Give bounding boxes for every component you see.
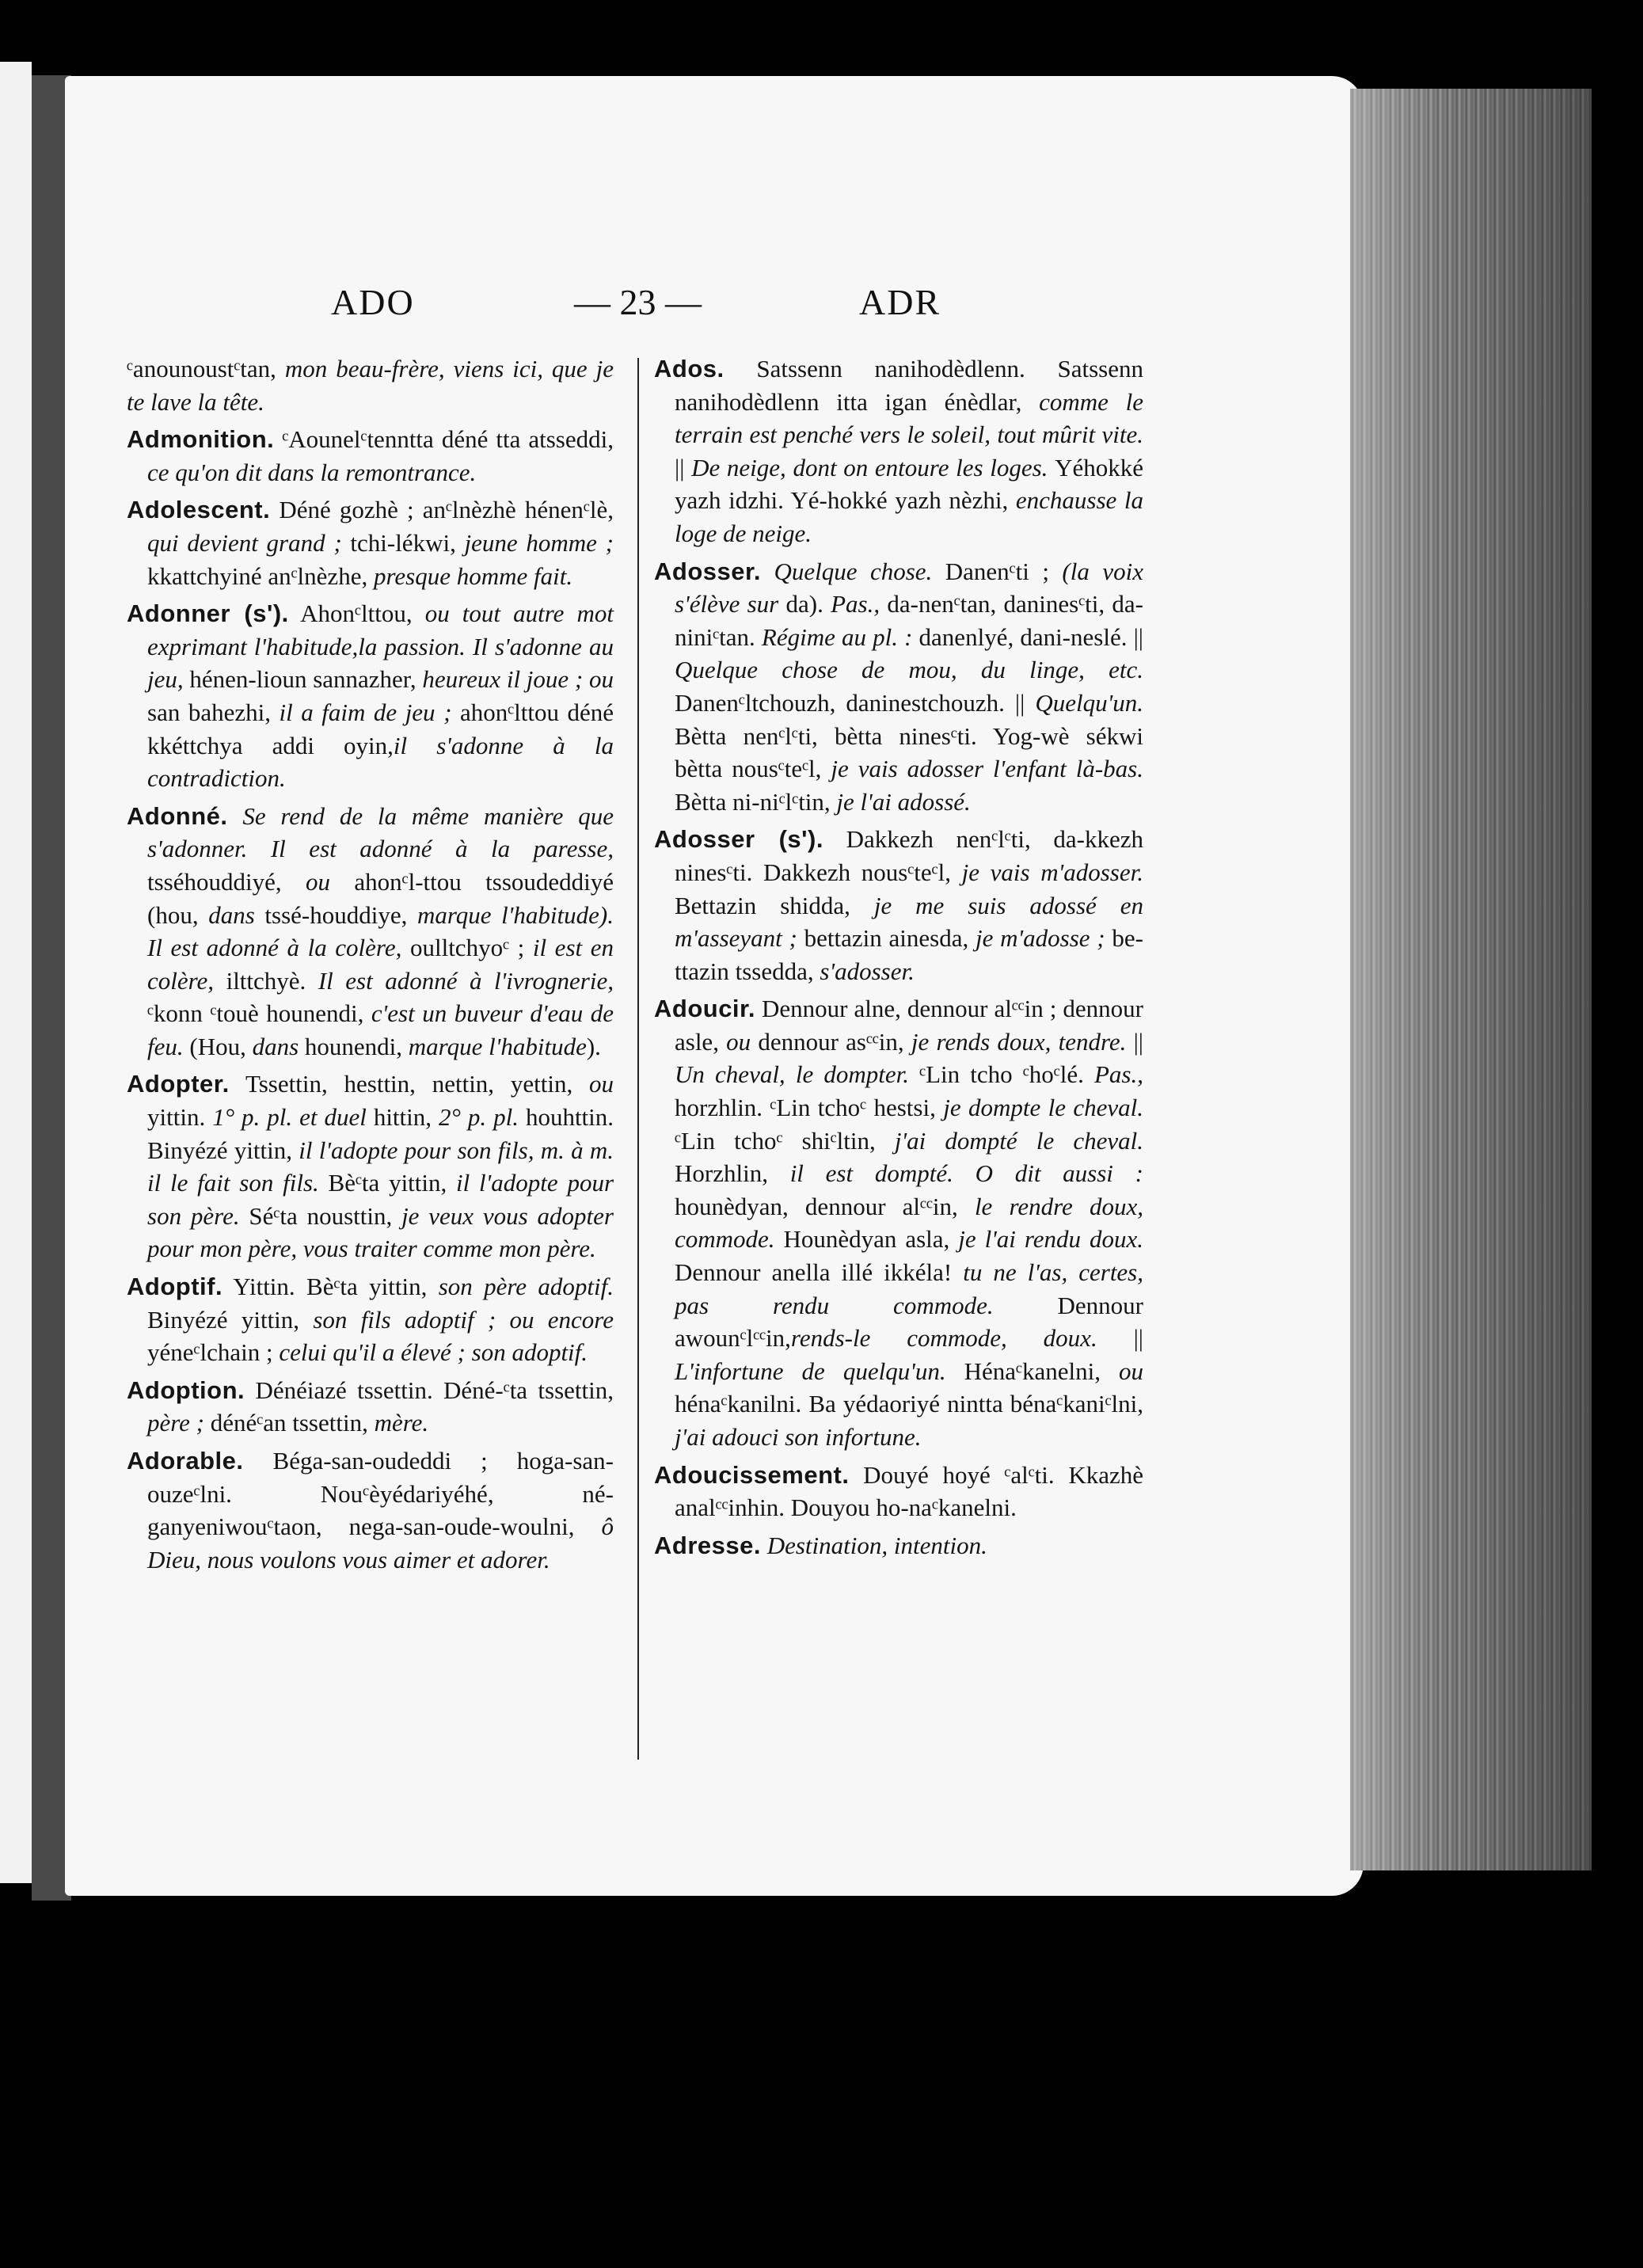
native-text: tssé-houddiye, xyxy=(264,900,417,929)
native-text: tchi-lékwi, xyxy=(350,528,465,557)
native-text: Dakkezh nenᶜlᶜti, da-kkezh ninesᶜti. Dakkezh nousᶜteᶜl, xyxy=(675,825,1143,886)
native-text: Douyé hoyé ᶜalᶜti. Kkazhè analᶜᶜinhin. Douyou ho-naᶜkanelni. xyxy=(675,1460,1143,1522)
french-gloss: presque homme fait. xyxy=(373,561,573,590)
french-gloss: ou tout autre mot exprimant l'habitude,la passion. Il s'adonne au jeu, xyxy=(147,599,614,694)
running-header xyxy=(127,281,1283,329)
right-column xyxy=(654,352,1143,1566)
header-left-guideword: ADO xyxy=(331,282,415,322)
native-text: Dennour alne, dennour alᶜᶜin ; dennour asle, xyxy=(675,995,1143,1056)
native-text: ahonᶜl-ttou tssoudeddiyé (hou, xyxy=(147,867,614,929)
native-text: hittin, xyxy=(373,1103,439,1132)
french-gloss: son fils adoptif ; ou encore xyxy=(313,1305,614,1334)
french-gloss: ce qu'on dit dans la remontrance. xyxy=(147,458,477,486)
native-text: dénéᶜan tssettin, xyxy=(210,1409,375,1437)
dictionary-entry xyxy=(127,597,614,795)
french-gloss: je rends doux, tendre. xyxy=(911,1027,1134,1056)
french-gloss: Quelque chose. xyxy=(760,557,945,585)
native-text: Ahonᶜlttou, xyxy=(288,599,425,628)
french-gloss: ou xyxy=(306,867,355,896)
entry-headword: Adorable. xyxy=(127,1447,244,1475)
entry-headword: Adolescent. xyxy=(127,496,271,524)
french-gloss: heureux il joue ; ou xyxy=(422,665,614,694)
dictionary-entry xyxy=(654,1529,1143,1562)
left-page-edge xyxy=(0,62,32,1883)
french-gloss: je veux vous adopter pour mon père, vous traiter comme mon père. xyxy=(147,1201,614,1263)
french-gloss: je l'ai rendu doux. xyxy=(958,1225,1143,1254)
native-text: oulltchyoᶜ ; xyxy=(409,934,533,962)
native-text: da). xyxy=(785,590,831,618)
native-text: || xyxy=(1133,1324,1143,1353)
entry-headword: Adonné. xyxy=(127,801,228,830)
french-gloss: je vais m'adosser. xyxy=(961,858,1144,886)
french-gloss: ou xyxy=(726,1027,759,1056)
native-text: Dennour awounᶜlᶜᶜin, xyxy=(675,1291,1143,1353)
native-text: san bahezhi, xyxy=(147,698,280,726)
native-text: Hounèdyan asla, xyxy=(783,1225,959,1254)
native-text: Dénéiazé tssettin. Déné-ᶜta tssettin, xyxy=(245,1376,614,1404)
native-text: Déné gozhè ; anᶜlnèzhè hénenᶜlè, xyxy=(270,496,614,524)
french-gloss: Régime au pl. : xyxy=(761,622,919,651)
french-gloss: tu ne l'as, certes, pas rendu commode. xyxy=(675,1258,1143,1319)
french-gloss: dans xyxy=(252,1032,305,1060)
native-text: bettazin ainesda, xyxy=(804,924,976,953)
left-column xyxy=(127,352,614,1581)
native-text: Danenᶜltchouzh, daninestchouzh. || xyxy=(675,688,1036,717)
dictionary-entry xyxy=(127,1067,614,1265)
native-text: dennour asᶜᶜin, xyxy=(758,1027,911,1056)
native-text: ᶜLin tchoᶜ shiᶜltin, xyxy=(675,1126,895,1155)
dictionary-entry xyxy=(127,1374,614,1440)
dictionary-entry xyxy=(654,1459,1143,1524)
native-text: Yéhokké yazh idzhi. Yé-hokké yazh nèzhi, xyxy=(675,453,1143,515)
french-gloss: 2° p. pl. xyxy=(439,1103,526,1132)
native-text: hounendi, xyxy=(304,1032,409,1060)
french-gloss: je me suis adossé en m'asseyant ; xyxy=(675,891,1144,953)
native-text: Danenᶜti ; xyxy=(945,557,1063,585)
french-gloss: Quelqu'un. xyxy=(1035,688,1143,717)
native-text: (Hou, xyxy=(189,1032,253,1060)
french-gloss: Un cheval, le dompter. xyxy=(675,1060,920,1089)
french-gloss: Il est adonné à l'ivrognerie, xyxy=(318,966,614,995)
french-gloss: marque l'habitude xyxy=(408,1032,587,1060)
native-text: ᶜkonn ᶜtouè hounendi, xyxy=(147,999,371,1028)
entry-headword: Ados. xyxy=(654,355,725,382)
entry-headword: Adresse. xyxy=(654,1531,761,1559)
native-text: da-nenᶜtan, daninesᶜti, da-niniᶜtan. xyxy=(675,590,1143,651)
french-gloss: (la voix s'élève sur xyxy=(675,557,1143,618)
entry-headword: Adoption. xyxy=(127,1376,245,1404)
native-text: Bètta nenᶜlᶜti, bètta ninesᶜti. Yog-wè sékwi bètta nousᶜteᶜl, xyxy=(675,721,1143,783)
native-text: Horzhlin, xyxy=(675,1159,790,1188)
native-text: houhttin. Binyézé yittin, xyxy=(147,1103,614,1164)
french-gloss: il est dompté. O dit aussi : xyxy=(789,1159,1143,1188)
native-text: ᶜanounoustᶜtan, xyxy=(127,355,285,382)
header-right-guideword: ADR xyxy=(859,282,941,322)
entry-headword: Adoucissement. xyxy=(654,1460,850,1489)
dictionary-entry xyxy=(654,555,1143,819)
entry-headword: Admonition. xyxy=(127,425,275,454)
native-text: Béga-san-oudeddi ; hoga-san-ouzeᶜlni. Nouᶜèyédariyéhé, né-ganyeniwouᶜtaon, nega-san-oude-woulni, xyxy=(147,1447,614,1541)
french-gloss: Pas., xyxy=(831,590,888,618)
french-gloss: il s'adonne à la contradiction. xyxy=(147,731,614,793)
native-text: ᶜAounelᶜtenntta déné tta atsseddi, xyxy=(274,425,614,454)
dictionary-entry xyxy=(127,1270,614,1369)
native-text: Séᶜta nousttin, xyxy=(249,1201,402,1230)
native-text: ᶜLin tcho ᶜhoᶜlé. xyxy=(919,1060,1094,1089)
french-gloss: c'est un buveur d'eau de feu. xyxy=(147,999,614,1060)
native-text: Binyézé yittin, xyxy=(147,1305,314,1334)
french-gloss: il l'adopte pour son père. xyxy=(147,1169,614,1230)
french-gloss: j'ai dompté le cheval. xyxy=(894,1126,1143,1155)
entry-headword: Adoucir. xyxy=(654,995,756,1023)
french-gloss: il a faim de jeu ; xyxy=(279,698,460,726)
french-gloss: celui qu'il a élevé ; son adoptif. xyxy=(279,1338,588,1367)
native-text: ahonᶜlttou déné kkéttchya addi oyin, xyxy=(147,698,614,759)
french-gloss: je l'ai adossé. xyxy=(836,787,971,816)
native-text: hénaᶜkanilni. Ba yédaoriyé nintta bénaᶜkaniᶜlni, xyxy=(675,1390,1143,1418)
native-text: danenlyé, dani-neslé. || xyxy=(918,622,1143,651)
native-text: || xyxy=(1133,1027,1143,1056)
french-gloss: Destination, intention. xyxy=(760,1531,987,1559)
native-text: tsséhouddiyé, xyxy=(147,867,306,896)
page-stack-shade xyxy=(1350,89,1592,1870)
french-gloss: son père adoptif. xyxy=(438,1273,614,1301)
native-text: Bètta ni-niᶜlᶜtin, xyxy=(675,787,837,816)
french-gloss: je dompte le cheval. xyxy=(943,1094,1143,1122)
french-gloss: comme le terrain est penché vers le soleil, tout mûrit vite. xyxy=(675,387,1143,449)
native-text: yéneᶜlchain ; xyxy=(147,1338,280,1367)
french-gloss: j'ai adouci son infortune. xyxy=(675,1423,922,1451)
french-gloss: ou xyxy=(589,1070,614,1098)
french-gloss: jeune homme ; xyxy=(464,528,614,557)
french-gloss: le rendre doux, commode. xyxy=(675,1192,1143,1254)
french-gloss: enchausse la loge de neige. xyxy=(675,486,1144,547)
entry-headword: Adosser. xyxy=(654,557,761,585)
native-text: hounèdyan, dennour alᶜᶜin, xyxy=(675,1192,975,1220)
native-text: || xyxy=(675,453,692,481)
french-gloss: qui devient grand ; xyxy=(147,528,351,557)
french-gloss: rends-le commode, doux. xyxy=(790,1324,1134,1353)
column-divider xyxy=(637,358,639,1760)
french-gloss: De neige, dont on entoure les loges. xyxy=(691,453,1055,481)
french-gloss: mère. xyxy=(374,1409,429,1437)
dictionary-entry xyxy=(654,352,1143,550)
french-gloss: il l'adopte pour son fils, m. à m. il le fait son fils. xyxy=(147,1136,614,1197)
native-text: Hénaᶜkanelni, xyxy=(964,1357,1119,1385)
french-gloss: 1° p. pl. et duel xyxy=(212,1103,374,1132)
french-gloss: Se rend de la même manière que s'adonner. Il est adonné à la paresse, xyxy=(147,801,614,863)
french-gloss: père ; xyxy=(147,1409,211,1437)
native-text: Yittin. Bèᶜta yittin, xyxy=(222,1273,439,1301)
french-gloss: L'infortune de quelqu'un. xyxy=(675,1357,964,1385)
french-gloss: je m'adosse ; xyxy=(976,924,1112,953)
entry-headword: Adonner (s'). xyxy=(127,599,289,628)
native-text: Dennour anella illé ikkéla! xyxy=(675,1258,964,1287)
dictionary-entry xyxy=(127,352,614,418)
french-gloss: ô Dieu, nous voulons vous aimer et adorer. xyxy=(147,1513,614,1574)
native-text: Bettazin shidda, xyxy=(675,891,874,919)
native-text: Satssenn nanihodèdlenn. Satssenn nanihodèdlenn itta igan énèdlar, xyxy=(675,355,1143,416)
french-gloss: ou xyxy=(1119,1357,1143,1385)
french-gloss: dans xyxy=(208,900,265,929)
dictionary-entry xyxy=(127,1444,614,1576)
native-text: horzhlin. ᶜLin tchoᶜ hestsi, xyxy=(675,1094,944,1122)
dictionary-entry xyxy=(127,423,614,489)
native-text: ilttchyè. xyxy=(226,966,318,995)
native-text: kkattchyiné anᶜlnèzhe, xyxy=(147,561,374,590)
native-text: yittin. xyxy=(147,1103,213,1132)
french-gloss: mon beau-frère, viens ici, que je te lave la tête. xyxy=(127,355,614,416)
french-gloss: je vais adosser l'enfant là-bas. xyxy=(831,755,1143,783)
native-text: Tssettin, hesttin, nettin, yettin, xyxy=(229,1070,589,1098)
dictionary-entry xyxy=(654,823,1143,987)
page-number: — 23 — xyxy=(574,282,702,322)
entry-headword: Adoptif. xyxy=(127,1273,223,1301)
native-text: hénen-lioun sannazher, xyxy=(189,665,423,694)
native-text: be-ttazin tssedda, xyxy=(675,924,1143,985)
french-gloss: Pas., xyxy=(1094,1060,1143,1089)
french-gloss: il est en colère, xyxy=(147,934,614,995)
entry-headword: Adosser (s'). xyxy=(654,825,823,854)
french-gloss: marque l'habitude). Il est adonné à la colère, xyxy=(147,900,614,962)
native-text: ). xyxy=(586,1032,601,1060)
french-gloss: Quelque chose de mou, du linge, etc. xyxy=(675,656,1143,684)
dictionary-entry xyxy=(127,493,614,592)
french-gloss: s'adosser. xyxy=(820,957,915,985)
entry-headword: Adopter. xyxy=(127,1070,230,1098)
dictionary-entry xyxy=(654,992,1143,1453)
dictionary-entry xyxy=(127,800,614,1064)
native-text: Bèᶜta yittin, xyxy=(328,1169,457,1197)
